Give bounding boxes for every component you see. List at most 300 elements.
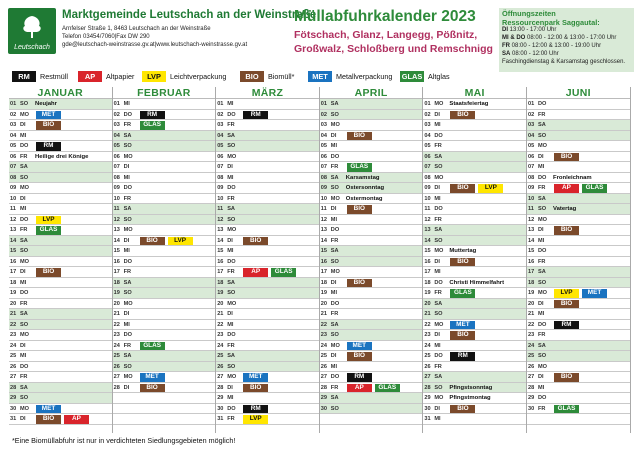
day-row xyxy=(320,383,423,394)
day-number: 17 xyxy=(217,269,224,275)
day-number: 13 xyxy=(113,227,120,233)
hours-line-sa: SA 08:00 - 12:00 Uhr xyxy=(502,50,559,57)
day-row xyxy=(216,330,319,341)
weekday-label: SA xyxy=(434,300,443,307)
day-number: 03 xyxy=(424,122,431,128)
day-number: 07 xyxy=(320,164,328,170)
day-number: 30 xyxy=(320,405,328,412)
weekday-label: DI xyxy=(123,164,130,170)
weekday-label: DI xyxy=(330,353,337,359)
legend-item-bio xyxy=(240,70,294,82)
pickup-glas: GLAS xyxy=(582,184,607,193)
day-number: 19 xyxy=(10,290,17,296)
holiday-label: Ostersonntag xyxy=(345,185,385,191)
day-row xyxy=(527,267,630,278)
weekday-label: DI xyxy=(20,195,26,202)
pickup-glas: GLAS xyxy=(554,405,579,414)
pickup-glas: GLAS xyxy=(140,342,165,351)
weekday-label: DI xyxy=(20,269,26,275)
day-number: 06 xyxy=(10,153,17,160)
day-row xyxy=(320,215,423,226)
pickup-rm: RM xyxy=(140,111,165,120)
weekday-label: SA xyxy=(538,122,546,128)
hours-title-2: Ressourcenpark Saggautal: xyxy=(502,17,600,27)
day-row xyxy=(216,414,319,425)
month-column-juni xyxy=(527,87,631,433)
day-row xyxy=(320,320,423,331)
subtitle-line-2: Großwalz, Schloßberg und Remschnigg xyxy=(294,43,493,55)
day-number: 25 xyxy=(113,353,120,359)
day-row xyxy=(320,246,423,257)
hours-note: Faschingdienstag & Karsamstag geschlossen. xyxy=(502,58,626,65)
day-row xyxy=(320,162,423,173)
day-row xyxy=(216,351,319,362)
weekday-label: MO xyxy=(434,248,444,254)
weekday-label: MI xyxy=(434,195,441,202)
pickup-glas: GLAS xyxy=(36,226,61,235)
day-number: 18 xyxy=(113,279,120,286)
day-row xyxy=(113,404,216,415)
hours-line-fr: FR 08:00 - 12:00 & 13:00 - 19:00 Uhr xyxy=(502,42,602,49)
holiday-label: Fronleichnam xyxy=(553,174,592,181)
weekday-label: DI xyxy=(434,111,440,118)
month-header: JANUAR xyxy=(9,87,112,99)
day-number: 23 xyxy=(10,332,17,338)
day-row xyxy=(320,414,423,425)
holiday-label: Christi Himmelfahrt xyxy=(449,279,505,286)
day-number: 06 xyxy=(113,153,120,160)
weekday-label: MI xyxy=(227,174,234,181)
day-number: 18 xyxy=(528,279,535,286)
day-number: 19 xyxy=(113,290,120,296)
weekday-label: DI xyxy=(20,416,26,422)
pickup-bio: BIO xyxy=(347,205,372,214)
day-number: 30 xyxy=(424,405,431,412)
day-row xyxy=(320,131,423,142)
day-row xyxy=(527,110,630,121)
day-row xyxy=(423,204,526,215)
day-number: 04 xyxy=(10,132,17,139)
day-number: 17 xyxy=(320,269,328,275)
day-row xyxy=(216,320,319,331)
month-header: MAI xyxy=(423,87,526,99)
weekday-label: FR xyxy=(227,122,235,128)
weekday-label: MI xyxy=(123,101,130,107)
weekday-label: DO xyxy=(123,332,132,338)
day-row xyxy=(9,362,112,373)
weekday-label: DI xyxy=(227,164,233,170)
day-number: 08 xyxy=(217,174,224,181)
day-number: 25 xyxy=(320,353,328,359)
pickup-ap: AP xyxy=(347,384,372,393)
day-row xyxy=(113,120,216,131)
day-number: 30 xyxy=(10,405,17,412)
pickup-bio: BIO xyxy=(36,415,61,424)
weekday-label: MI xyxy=(538,164,545,170)
holiday-label: Pfingstsonntag xyxy=(449,384,493,391)
day-number: 27 xyxy=(424,374,431,380)
day-number: 13 xyxy=(217,227,224,233)
weekday-label: DO xyxy=(123,111,132,118)
day-row xyxy=(113,288,216,299)
day-number: 03 xyxy=(113,122,120,128)
weekday-label: DO xyxy=(538,174,547,181)
weekday-label: DI xyxy=(330,206,337,212)
day-number: 10 xyxy=(113,195,120,202)
weekday-label: FR xyxy=(227,416,235,422)
weekday-label: MI xyxy=(20,279,27,286)
day-number: 20 xyxy=(10,300,17,307)
day-row xyxy=(320,299,423,310)
month-column-februar xyxy=(113,87,217,433)
day-row xyxy=(113,309,216,320)
weekday-label: DI xyxy=(330,132,337,139)
day-row xyxy=(423,309,526,320)
day-row xyxy=(527,309,630,320)
weekday-label: FR xyxy=(227,195,235,202)
day-number: 20 xyxy=(217,300,224,307)
day-row xyxy=(423,173,526,184)
weekday-label: MO xyxy=(330,195,340,202)
weekday-label: FR xyxy=(434,290,442,296)
day-row xyxy=(527,194,630,205)
day-row xyxy=(113,225,216,236)
legend-label: Altglas xyxy=(428,71,450,81)
weekday-label: SO xyxy=(123,143,132,149)
day-number: 05 xyxy=(113,143,120,149)
weekday-label: DO xyxy=(538,395,547,401)
pickup-bio: BIO xyxy=(450,331,475,340)
day-number: 06 xyxy=(528,153,535,160)
holiday-label: Pfingstmontag xyxy=(449,395,491,401)
pickup-bio: BIO xyxy=(36,121,61,130)
day-number: 11 xyxy=(217,206,224,212)
legend-label: Biomüll* xyxy=(268,71,295,81)
day-row xyxy=(113,320,216,331)
weekday-label: SA xyxy=(20,164,28,170)
day-row xyxy=(527,99,630,110)
day-row xyxy=(423,236,526,247)
day-number: 25 xyxy=(528,353,535,359)
day-number: 15 xyxy=(320,248,328,254)
day-number: 04 xyxy=(217,132,224,139)
weekday-label: MI xyxy=(227,248,234,254)
weekday-label: SO xyxy=(538,132,547,139)
day-number: 03 xyxy=(10,122,17,128)
weekday-label: MO xyxy=(123,227,133,233)
day-number: 01 xyxy=(320,101,328,107)
day-number: 22 xyxy=(10,321,17,328)
weekday-label: SO xyxy=(227,143,236,149)
weekday-label: SA xyxy=(434,227,443,233)
day-number: 22 xyxy=(217,321,224,328)
day-row xyxy=(9,162,112,173)
day-row xyxy=(423,215,526,226)
weekday-label: SO xyxy=(20,395,29,401)
weekday-label: SA xyxy=(538,195,546,202)
holiday-label: Staatsfeiertag xyxy=(449,101,489,107)
legend-code-bio: BIO xyxy=(240,71,264,82)
day-row xyxy=(9,351,112,362)
weekday-label: DO xyxy=(538,321,547,328)
day-number: 28 xyxy=(424,384,431,391)
day-row xyxy=(216,183,319,194)
weekday-label: SA xyxy=(123,132,132,139)
day-number: 20 xyxy=(113,300,120,307)
weekday-label: DI xyxy=(538,227,544,233)
pickup-rm: RM xyxy=(243,405,268,414)
day-number: 22 xyxy=(424,321,431,328)
day-row xyxy=(9,267,112,278)
day-row xyxy=(9,225,112,236)
day-row xyxy=(113,299,216,310)
day-row xyxy=(113,162,216,173)
day-number: 20 xyxy=(528,300,535,307)
weekday-label: FR xyxy=(538,111,546,118)
day-row xyxy=(423,404,526,415)
day-row xyxy=(113,278,216,289)
day-number: 08 xyxy=(424,174,431,181)
weekday-label: SA xyxy=(20,311,28,317)
day-number: 01 xyxy=(217,101,224,107)
day-number: 11 xyxy=(528,206,534,212)
day-row xyxy=(423,393,526,404)
legend-item-ap xyxy=(78,70,134,82)
day-number: 26 xyxy=(10,363,17,370)
pickup-bio: BIO xyxy=(243,384,268,393)
weekday-label: SO xyxy=(20,174,29,181)
day-number: 07 xyxy=(217,164,224,170)
weekday-label: SO xyxy=(330,405,339,412)
day-row xyxy=(113,383,216,394)
weekday-label: MI xyxy=(434,122,441,128)
waste-type-legend xyxy=(12,70,482,82)
month-column-april xyxy=(320,87,424,433)
day-number: 11 xyxy=(424,206,431,212)
weekday-label: FR xyxy=(227,342,235,349)
day-number: 10 xyxy=(528,195,535,202)
weekday-label: SA xyxy=(123,353,132,359)
calendar-grid xyxy=(9,87,631,433)
day-row xyxy=(9,236,112,247)
weekday-label: DO xyxy=(434,353,443,359)
weekday-label: MI xyxy=(330,363,338,370)
day-number: 09 xyxy=(113,185,120,191)
weekday-label: MO xyxy=(20,332,30,338)
weekday-label: MO xyxy=(227,153,237,160)
day-row xyxy=(320,309,423,320)
day-number: 18 xyxy=(424,279,431,286)
day-row xyxy=(9,320,112,331)
day-row xyxy=(527,278,630,289)
day-row xyxy=(423,99,526,110)
day-row xyxy=(9,288,112,299)
day-number: 24 xyxy=(528,342,535,349)
weekday-label: FR xyxy=(227,269,235,275)
day-number: 16 xyxy=(10,258,17,265)
legend-code-rm: RM xyxy=(12,71,36,82)
weekday-label: DI xyxy=(538,300,544,307)
day-row xyxy=(423,299,526,310)
weekday-label: DI xyxy=(123,384,130,391)
day-row xyxy=(423,320,526,331)
day-number: 22 xyxy=(528,321,535,328)
day-number: 04 xyxy=(424,132,431,139)
day-number: 03 xyxy=(320,122,328,128)
day-row xyxy=(9,372,112,383)
weekday-label: DO xyxy=(538,248,547,254)
day-row xyxy=(9,383,112,394)
day-row xyxy=(113,215,216,226)
pickup-met: MET xyxy=(243,373,268,382)
day-number: 05 xyxy=(217,143,224,149)
weekday-label: FR xyxy=(330,311,339,317)
day-row xyxy=(9,110,112,121)
weekday-label: FR xyxy=(538,258,546,265)
day-row xyxy=(216,341,319,352)
day-number: 16 xyxy=(528,258,535,265)
day-number: 14 xyxy=(424,237,431,244)
weekday-label: FR xyxy=(330,164,339,170)
day-number: 16 xyxy=(217,258,224,265)
weekday-label: DI xyxy=(123,237,130,244)
day-row xyxy=(527,414,630,425)
day-row xyxy=(216,110,319,121)
day-number: 29 xyxy=(217,395,224,401)
day-number: 12 xyxy=(10,216,17,223)
day-number: 07 xyxy=(528,164,535,170)
opening-hours-box xyxy=(499,8,634,72)
day-row xyxy=(9,120,112,131)
day-number: 14 xyxy=(320,237,328,244)
pickup-ap: AP xyxy=(243,268,268,277)
weekday-label: FR xyxy=(434,363,442,370)
day-row xyxy=(527,330,630,341)
day-row xyxy=(113,183,216,194)
day-row xyxy=(9,152,112,163)
day-row xyxy=(9,257,112,268)
pickup-bio: BIO xyxy=(450,258,475,267)
day-number: 27 xyxy=(217,374,224,380)
day-number: 27 xyxy=(10,374,17,380)
weekday-label: MO xyxy=(20,258,30,265)
municipality-logo xyxy=(8,8,56,54)
weekday-label: DO xyxy=(434,279,443,286)
day-row xyxy=(423,194,526,205)
weekday-label: DO xyxy=(227,111,236,118)
day-row xyxy=(527,173,630,184)
day-row xyxy=(423,131,526,142)
day-number: 06 xyxy=(320,153,328,160)
weekday-label: DI xyxy=(20,122,26,128)
day-number: 21 xyxy=(217,311,224,317)
day-number: 10 xyxy=(217,195,224,202)
day-number: 02 xyxy=(113,111,120,118)
pickup-glas: GLAS xyxy=(347,163,372,172)
day-number: 24 xyxy=(217,342,224,349)
day-number: 30 xyxy=(217,405,224,412)
legend-code-met: MET xyxy=(308,71,332,82)
day-number: 29 xyxy=(320,395,328,401)
month-header: MÄRZ xyxy=(216,87,319,99)
weekday-label: SA xyxy=(123,206,132,212)
day-row xyxy=(423,330,526,341)
day-row xyxy=(216,204,319,215)
day-number: 23 xyxy=(528,332,535,338)
weekday-label: MO xyxy=(20,185,30,191)
pickup-lvp: LVP xyxy=(243,415,268,424)
legend-code-ap: AP xyxy=(78,71,102,82)
day-row xyxy=(216,120,319,131)
weekday-label: MI xyxy=(538,237,545,244)
day-number: 16 xyxy=(113,258,120,265)
holiday-label: Muttertag xyxy=(449,248,477,254)
day-number: 18 xyxy=(217,279,224,286)
day-number: 23 xyxy=(113,332,120,338)
day-row xyxy=(113,372,216,383)
day-row xyxy=(423,288,526,299)
day-number: 21 xyxy=(424,311,431,317)
holiday-label: Vatertag xyxy=(553,206,577,212)
weekday-label: MO xyxy=(20,111,30,118)
day-row xyxy=(423,351,526,362)
day-row xyxy=(216,246,319,257)
weekday-label: SO xyxy=(227,290,236,296)
weekday-label: DO xyxy=(538,101,547,107)
weekday-label: MO xyxy=(227,374,237,380)
day-row xyxy=(527,299,630,310)
month-column-januar xyxy=(9,87,113,433)
day-number: 19 xyxy=(528,290,535,296)
day-number: 10 xyxy=(320,195,328,202)
day-number: 01 xyxy=(528,101,535,107)
subtitle-line-1: Fötschach, Glanz, Langegg, Pößnitz, xyxy=(294,29,478,41)
day-row xyxy=(320,99,423,110)
day-row xyxy=(423,152,526,163)
weekday-label: DO xyxy=(227,185,236,191)
pickup-bio: BIO xyxy=(347,279,372,288)
day-number: 23 xyxy=(424,332,431,338)
weekday-label: DO xyxy=(20,216,29,223)
weekday-label: DO xyxy=(227,332,236,338)
day-number: 18 xyxy=(320,279,328,286)
day-number: 02 xyxy=(424,111,431,118)
day-number: 22 xyxy=(320,321,328,328)
weekday-label: MI xyxy=(330,216,338,223)
pickup-bio: BIO xyxy=(347,352,372,361)
day-number: 25 xyxy=(424,353,431,359)
weekday-label: MO xyxy=(330,269,340,275)
weekday-label: DI xyxy=(330,279,337,286)
day-row xyxy=(423,414,526,425)
day-number: 05 xyxy=(320,143,328,149)
pickup-glas: GLAS xyxy=(140,121,165,130)
weekday-label: MO xyxy=(538,363,548,370)
day-row xyxy=(9,341,112,352)
day-number: 14 xyxy=(113,237,120,244)
day-row xyxy=(423,267,526,278)
weekday-label: MO xyxy=(330,342,340,349)
day-number: 24 xyxy=(10,342,17,349)
day-number: 07 xyxy=(113,164,120,170)
day-row xyxy=(423,383,526,394)
day-row xyxy=(113,99,216,110)
weekday-label: SO xyxy=(123,216,132,223)
day-row xyxy=(113,141,216,152)
day-row xyxy=(216,288,319,299)
weekday-label: DO xyxy=(227,405,236,412)
day-number: 02 xyxy=(217,111,224,118)
